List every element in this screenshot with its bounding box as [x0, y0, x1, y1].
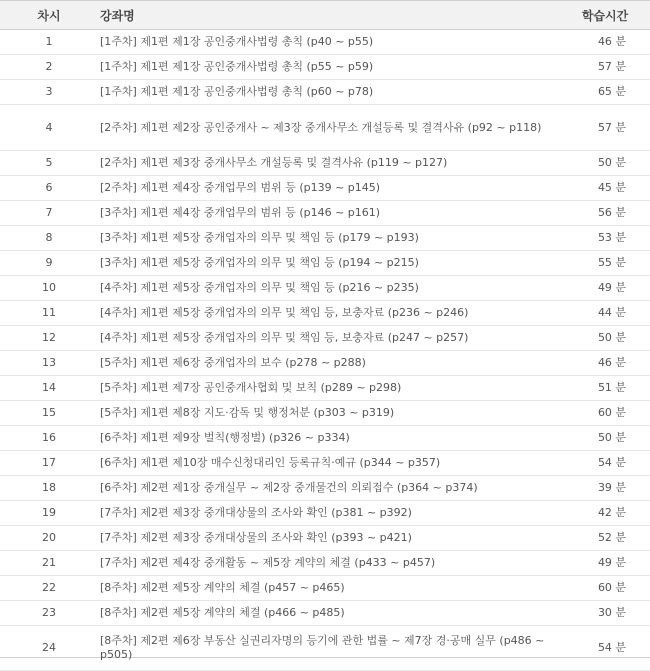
- table-row[interactable]: [0, 551, 650, 576]
- session-number: 20: [0, 526, 98, 551]
- study-minutes: 54 분: [560, 451, 650, 476]
- lecture-title: [1주차] 제1편 제1장 공인중개사법령 총칙 (p40 ~ p55): [98, 30, 560, 55]
- session-number: 10: [0, 276, 98, 301]
- session-number: 16: [0, 426, 98, 451]
- study-minutes: 57 분: [560, 55, 650, 80]
- table-row[interactable]: [0, 251, 650, 276]
- header-lecture-title: 강좌명: [98, 1, 560, 30]
- study-minutes: 57 분: [560, 105, 650, 151]
- table-row[interactable]: [0, 201, 650, 226]
- lecture-title: [4주차] 제1편 제5장 중개업자의 의무 및 책임 등 (p216 ~ p235): [98, 276, 560, 301]
- lecture-title: [5주차] 제1편 제7장 공인중개사협회 및 보칙 (p289 ~ p298): [98, 376, 560, 401]
- lecture-title: [3주차] 제1편 제5장 중개업자의 의무 및 책임 등 (p194 ~ p215): [98, 251, 560, 276]
- session-number: 24: [0, 626, 98, 671]
- study-minutes: 65 분: [560, 80, 650, 105]
- study-minutes: 53 분: [560, 226, 650, 251]
- study-minutes: 42 분: [560, 501, 650, 526]
- study-minutes: 55 분: [560, 251, 650, 276]
- table-row[interactable]: [0, 401, 650, 426]
- study-minutes: 50 분: [560, 151, 650, 176]
- session-number: 14: [0, 376, 98, 401]
- session-number: 12: [0, 326, 98, 351]
- session-number: 7: [0, 201, 98, 226]
- lecture-title: [4주차] 제1편 제5장 중개업자의 의무 및 책임 등, 보충자료 (p247 ~ p257): [98, 326, 560, 351]
- table-row[interactable]: [0, 351, 650, 376]
- lecture-title: [7주차] 제2편 제4장 중개활동 ~ 제5장 계약의 체결 (p433 ~ p457): [98, 551, 560, 576]
- study-minutes: 52 분: [560, 526, 650, 551]
- session-number: 3: [0, 80, 98, 105]
- session-number: 17: [0, 451, 98, 476]
- study-minutes: 60 분: [560, 401, 650, 426]
- table-row[interactable]: [0, 276, 650, 301]
- table-row[interactable]: [0, 426, 650, 451]
- table-row[interactable]: [0, 301, 650, 326]
- study-minutes: 46 분: [560, 351, 650, 376]
- lecture-rows: [0, 30, 650, 671]
- lecture-title: [6주차] 제1편 제9장 벌칙(행정벌) (p326 ~ p334): [98, 426, 560, 451]
- study-minutes: 56 분: [560, 201, 650, 226]
- session-number: 15: [0, 401, 98, 426]
- table-row[interactable]: [0, 105, 650, 151]
- session-number: 4: [0, 105, 98, 151]
- table-row[interactable]: [0, 501, 650, 526]
- study-minutes: 46 분: [560, 30, 650, 55]
- lecture-title: [5주차] 제1편 제8장 지도·감독 및 행정처분 (p303 ~ p319): [98, 401, 560, 426]
- table-row[interactable]: [0, 451, 650, 476]
- lecture-title: [7주차] 제2편 제3장 중개대상물의 조사와 확인 (p381 ~ p392): [98, 501, 560, 526]
- lecture-title: [3주차] 제1편 제5장 중개업자의 의무 및 책임 등 (p179 ~ p193): [98, 226, 560, 251]
- lecture-title: [5주차] 제1편 제6장 중개업자의 보수 (p278 ~ p288): [98, 351, 560, 376]
- study-minutes: 54 분: [560, 626, 650, 671]
- study-minutes: 45 분: [560, 176, 650, 201]
- study-minutes: 39 분: [560, 476, 650, 501]
- lecture-title: [2주차] 제1편 제3장 중개사무소 개설등록 및 결격사유 (p119 ~ p127): [98, 151, 560, 176]
- session-number: 11: [0, 301, 98, 326]
- session-number: 22: [0, 576, 98, 601]
- table-row[interactable]: [0, 80, 650, 105]
- study-minutes: 50 분: [560, 426, 650, 451]
- lecture-title: [1주차] 제1편 제1장 공인중개사법령 총칙 (p60 ~ p78): [98, 80, 560, 105]
- lecture-title: [6주차] 제2편 제1장 중개실무 ~ 제2장 중개물건의 의뢰접수 (p364 ~ p374): [98, 476, 560, 501]
- header-study-time: 학습시간: [560, 1, 650, 30]
- table-header-row: [0, 1, 650, 30]
- lecture-title: [7주차] 제2편 제3장 중개대상물의 조사와 확인 (p393 ~ p421): [98, 526, 560, 551]
- table-row[interactable]: [0, 601, 650, 626]
- session-number: 19: [0, 501, 98, 526]
- session-number: 9: [0, 251, 98, 276]
- lecture-title: [8주차] 제2편 제5장 계약의 체결 (p466 ~ p485): [98, 601, 560, 626]
- table-row[interactable]: [0, 176, 650, 201]
- table-row[interactable]: [0, 526, 650, 551]
- study-minutes: 60 분: [560, 576, 650, 601]
- table-row[interactable]: [0, 326, 650, 351]
- table-row[interactable]: [0, 226, 650, 251]
- study-minutes: 49 분: [560, 276, 650, 301]
- session-number: 1: [0, 30, 98, 55]
- table-row[interactable]: [0, 576, 650, 601]
- table-row[interactable]: [0, 476, 650, 501]
- table-row[interactable]: [0, 376, 650, 401]
- table-row[interactable]: [0, 626, 650, 671]
- study-minutes: 44 분: [560, 301, 650, 326]
- lecture-title: [2주차] 제1편 제2장 공인중개사 ~ 제3장 중개사무소 개설등록 및 결격사유 (p92 ~ p118): [98, 105, 560, 151]
- lecture-title: [8주차] 제2편 제5장 계약의 체결 (p457 ~ p465): [98, 576, 560, 601]
- session-number: 2: [0, 55, 98, 80]
- session-number: 23: [0, 601, 98, 626]
- session-number: 5: [0, 151, 98, 176]
- study-minutes: 50 분: [560, 326, 650, 351]
- session-number: 18: [0, 476, 98, 501]
- header-session-no: 차시: [0, 1, 98, 30]
- study-minutes: 51 분: [560, 376, 650, 401]
- study-minutes: 49 분: [560, 551, 650, 576]
- lecture-title: [2주차] 제1편 제4장 중개업무의 범위 등 (p139 ~ p145): [98, 176, 560, 201]
- lecture-title: [1주차] 제1편 제1장 공인중개사법령 총칙 (p55 ~ p59): [98, 55, 560, 80]
- table-row[interactable]: [0, 55, 650, 80]
- study-minutes: 30 분: [560, 601, 650, 626]
- lecture-title: [6주차] 제1편 제10장 매수신청대리인 등록규칙·예규 (p344 ~ p357): [98, 451, 560, 476]
- table-row[interactable]: [0, 30, 650, 55]
- lecture-title: [8주차] 제2편 제6장 부동산 실권리자명의 등기에 관한 법률 ~ 제7장 경·공매 실무 (p486 ~ p505): [98, 626, 560, 671]
- table-row[interactable]: [0, 151, 650, 176]
- session-number: 21: [0, 551, 98, 576]
- lecture-title: [3주차] 제1편 제4장 중개업무의 범위 등 (p146 ~ p161): [98, 201, 560, 226]
- lecture-title: [4주차] 제1편 제5장 중개업자의 의무 및 책임 등, 보충자료 (p236 ~ p246): [98, 301, 560, 326]
- session-number: 6: [0, 176, 98, 201]
- session-number: 8: [0, 226, 98, 251]
- session-number: 13: [0, 351, 98, 376]
